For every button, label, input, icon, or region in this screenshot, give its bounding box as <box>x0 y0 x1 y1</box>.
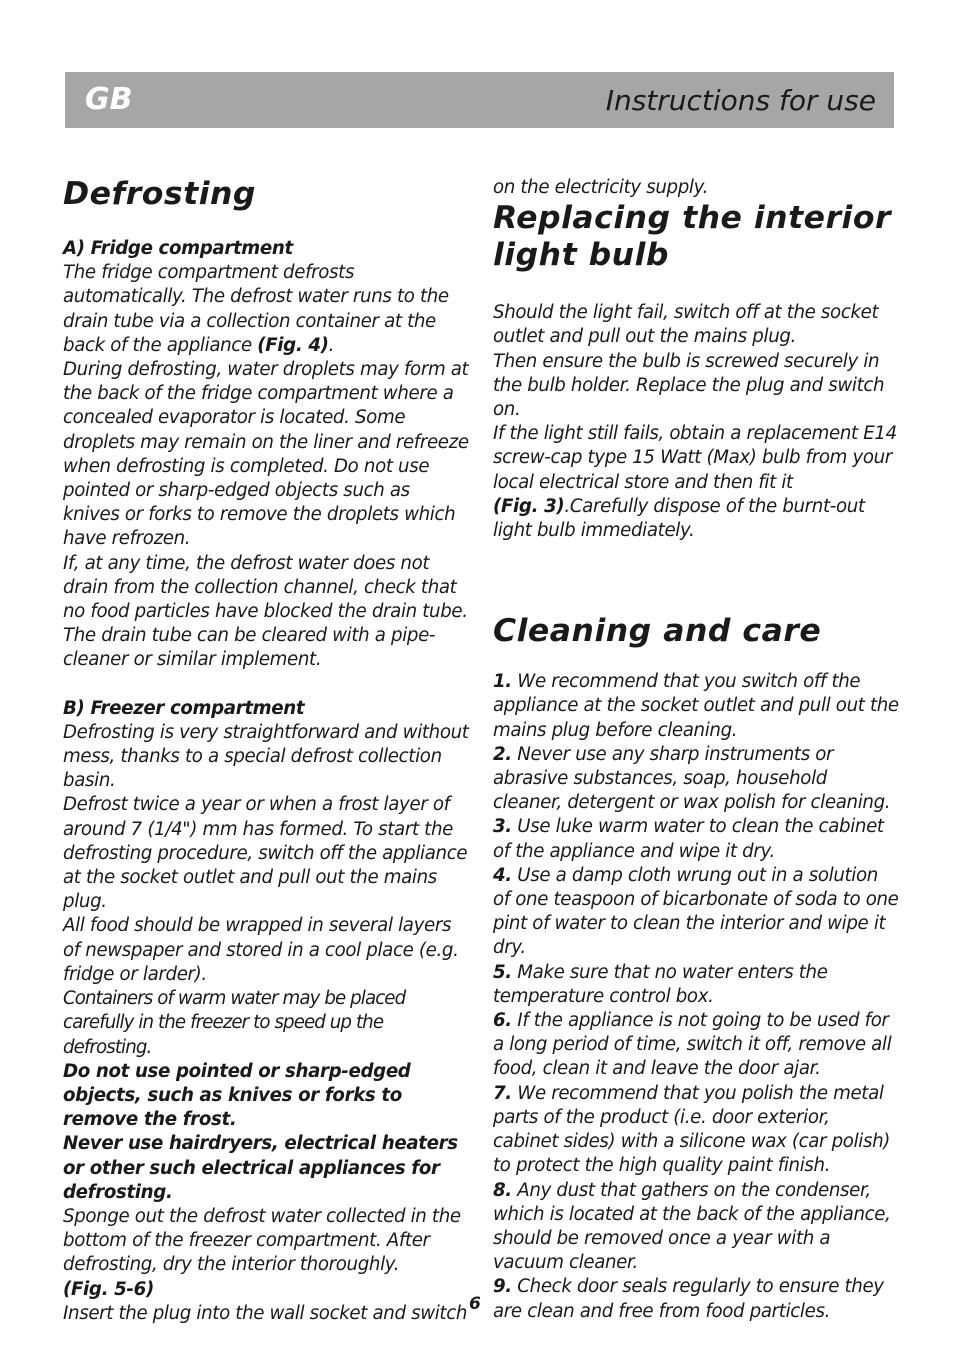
fridge-paragraph-1-end: . <box>328 334 335 356</box>
light-bulb-heading: Replacing the interior light bulb <box>493 200 892 274</box>
page-header <box>65 72 894 128</box>
list-item <box>493 1009 899 1082</box>
item-number: 9. <box>493 1276 512 1298</box>
list-item <box>493 1082 899 1179</box>
item-number: 6. <box>493 1010 512 1032</box>
freezer-warning-1: Do not use pointed or sharp-edged objects, such as knives or forks to remove the frost. <box>63 1060 411 1131</box>
right-column <box>493 176 899 1324</box>
header-title: Instructions for use <box>605 84 876 117</box>
fridge-paragraph-1 <box>63 261 469 358</box>
cleaning-list <box>493 670 899 1323</box>
item-text: If the appliance is not going to be used for a long period of time, switch it off, remove all food, clean it and leave the door ajar. <box>493 1010 892 1080</box>
item-number: 2. <box>493 743 512 765</box>
item-text: Use a damp cloth wrung out in a solution of one teaspoon of bicarbonate of soda to one pint of water to clean the interior and wipe it dry. <box>493 864 899 959</box>
list-item <box>493 961 899 1009</box>
fig-3-reference: (Fig. 3) <box>493 495 565 517</box>
freezer-paragraph-2: Defrost twice a year or when a frost layer of around 7 (1/4") mm has formed. To start the defrosting procedure, switch off the appliance at the socket outlet and pull out the mains plug. <box>63 794 468 913</box>
bulb-paragraph-4-text: .Carefully dispose of the burnt-out light bulb immediately. <box>493 495 865 542</box>
freezer-paragraph-6: Insert the plug into the wall socket and switch <box>63 1302 468 1324</box>
cleaning-heading: Cleaning and care <box>493 613 822 650</box>
item-text: Check door seals regularly to ensure they are clean and free from food particles. <box>493 1276 884 1322</box>
freezer-compartment-heading: B) Freezer compartment <box>63 697 305 719</box>
item-text: We recommend that you switch off the appliance at the socket outlet and pull out the mains plug before cleaning. <box>493 671 899 741</box>
item-text: Make sure that no water enters the temperature control box. <box>493 961 828 1007</box>
item-text: Never use any sharp instruments or abrasive substances, soap, household cleaner, detergent or wax polish for cleaning. <box>493 743 891 814</box>
list-item <box>493 743 899 816</box>
fridge-paragraph-3: If, at any time, the defrost water does not drain from the collection channel, check that no food particles have blocked the drain tube. The drain tube can be cleared with a pipe-cleaner or similar implement. <box>63 552 468 671</box>
fridge-paragraph-1-text: The fridge compartment defrosts automatically. The defrost water runs to the drain tube via a collection container at the back of the appliance <box>63 262 449 356</box>
left-column <box>63 176 469 1326</box>
continuation-text: on the electricity supply. <box>493 177 709 198</box>
item-number: 5. <box>493 961 512 983</box>
fig-5-6-reference: (Fig. 5-6) <box>63 1278 154 1300</box>
bulb-paragraph-4 <box>493 495 899 543</box>
list-item <box>493 1275 899 1323</box>
bulb-paragraph-3: If the light still fails, obtain a replacement E14 screw-cap type 15 Watt (Max) bulb from your local electrical store and then fit it <box>493 423 897 493</box>
item-number: 1. <box>493 671 512 693</box>
freezer-paragraph-1: Defrosting is very straightforward and without mess, thanks to a special defrost collection basin. <box>63 721 469 792</box>
freezer-paragraph-5: Sponge out the defrost water collected in the bottom of the freezer compartment. After defrosting, dry the interior thoroughly. <box>63 1205 461 1276</box>
bulb-paragraph-1: Should the light fail, switch off at the socket outlet and pull out the mains plug. <box>493 302 879 348</box>
fridge-paragraph-2: During defrosting, water droplets may form at the back of the fridge compartment where a concealed evaporator is located. Some droplets may remain on the liner and refreeze when defrosting is completed. Do not use pointed or sharp-edged objects such as knives or forks to remove the droplets which have refrozen. <box>63 359 469 550</box>
item-number: 4. <box>493 864 512 886</box>
item-number: 8. <box>493 1179 512 1201</box>
fridge-compartment-heading: A) Fridge compartment <box>63 238 293 259</box>
list-item <box>493 1179 899 1276</box>
item-number: 3. <box>493 816 512 838</box>
fig-4-reference: (Fig. 4) <box>257 334 329 356</box>
item-text: Use luke warm water to clean the cabinet of the appliance and wipe it dry. <box>493 816 884 862</box>
bulb-paragraph-2: Then ensure the bulb is screwed securely in the bulb holder. Replace the plug and switch on. <box>493 350 885 421</box>
list-item <box>493 670 899 743</box>
list-item <box>493 815 899 863</box>
freezer-warning-2: Never use hairdryers, electrical heaters or other such electrical appliances for defrosting. <box>63 1133 458 1203</box>
list-item <box>493 864 899 961</box>
freezer-paragraph-4: Containers of warm water may be placed carefully in the freezer to speed up the defrosting. <box>63 988 406 1058</box>
defrosting-heading: Defrosting <box>63 176 256 212</box>
page-number: 6 <box>469 1294 481 1314</box>
language-code: GB <box>85 82 133 117</box>
freezer-paragraph-3: All food should be wrapped in several layers of newspaper and stored in a cool place (e.g. fridge or larder). <box>63 915 459 985</box>
item-text: We recommend that you polish the metal parts of the product (i.e. door exterior, cabinet sides) with a silicone wax (car polish) to protect the high quality paint finish. <box>493 1082 891 1177</box>
item-number: 7. <box>493 1082 512 1104</box>
item-text: Any dust that gathers on the condenser, which is located at the back of the appliance, should be removed once a year with a vacuum cleaner. <box>493 1179 891 1274</box>
